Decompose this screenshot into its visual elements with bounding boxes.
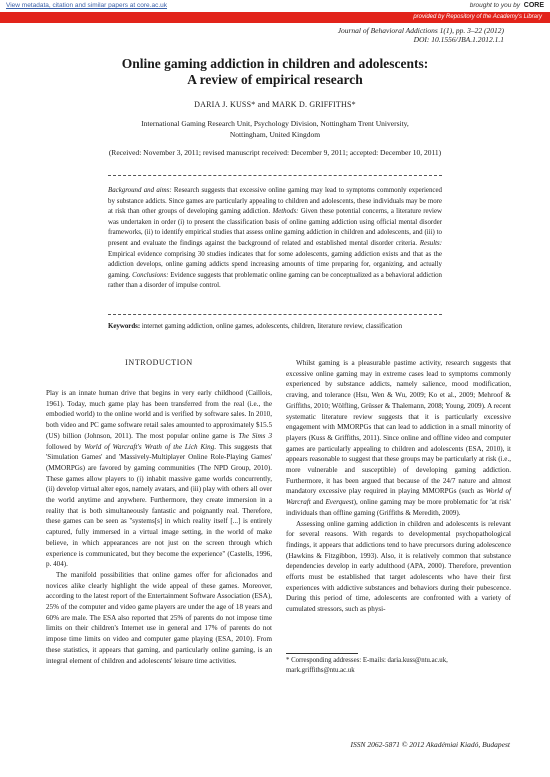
- intro-paragraph-1: Play is an innate human drive that begins in very early childhood (Caillois, 1961). Today, much game play has been transferred from the real (i.e., the embodied world) to the online world and is verified by software sales. In 2010, both video and PC game software retail sales amounted to approximately $15.5 (US) billion (Johnson, 2011). The most popular online game is The Sims 3 followed by World of Warcraft's Wrath of the Lich King. This suggests that 'Simulation Games' and 'Massively-Multiplayer Online Role-Playing Games' (MMORPGs) are favored by gaming communities (The NPD Group, 2010). These games allow players to (i) inhabit massive game worlds concurrently, (ii) develop virtual alter egos, namely avatars, and (iii) play with others all over the world anytime and anywhere. Furthermore, they create immersion in a reality that is both simultaneously fantastic and poignantly real. Therefore, these games can be seen as "systems[s] in which reality itself [...] is entirely captured, fully immersed in a virtual image setting, in the world of make believe, in which appearances are not just on the screen through which experience is communicated, but they become the experience" (Castells, 1996, p. 404).: [46, 389, 272, 569]
- footnote-divider: [286, 653, 358, 654]
- repository-provided-text: provided by Repository of the Academy's Library: [413, 14, 542, 20]
- abstract-background-label: Background and aims:: [108, 187, 172, 194]
- footnote-line-1: * Corresponding addresses: E-mails: daria.kuss@ntu.ac.uk,: [286, 657, 448, 664]
- brought-by-text: brought to you by: [469, 2, 520, 9]
- repository-banner: [0, 12, 550, 23]
- abstract-conclusions-text: Evidence suggests that problematic online gaming can be conceptualized as a behavioral addiction rather than a disorder of impulse control.: [108, 271, 442, 290]
- submission-dates: (Received: November 3, 2011; revised manuscript received: December 9, 2011; accepted: December 10, 2011): [108, 148, 442, 157]
- core-top-bar: [0, 0, 550, 12]
- journal-reference: Journal of Behavioral Addictions 1(1), pp. 3–22 (2012): [337, 26, 504, 35]
- journal-doi: DOI: 10.1556/JBA.1.2012.1.1: [413, 35, 504, 44]
- abstract-methods-label: Methods:: [272, 208, 299, 216]
- footnote-line-2: mark.griffiths@ntu.ac.uk: [286, 667, 355, 674]
- core-logo[interactable]: CORE: [523, 2, 544, 9]
- affiliation: [0, 118, 550, 140]
- authors: DARIA J. KUSS* and MARK D. GRIFFITHS*: [194, 100, 356, 109]
- left-column: [46, 358, 272, 666]
- introduction-heading: INTRODUCTION: [125, 358, 193, 367]
- abstract-conclusions-label: Conclusions:: [132, 271, 169, 279]
- abstract: [108, 186, 442, 292]
- abstract-results-label: Results:: [419, 239, 442, 247]
- abstract-top-divider: [108, 175, 442, 176]
- right-column: [286, 358, 511, 615]
- title-line-2: A review of empirical research: [187, 72, 363, 87]
- corresponding-footnote: [286, 656, 511, 676]
- right-paragraph-1: Whilst gaming is a pleasurable pastime activity, research suggests that excessive online gaming may in extreme cases lead to symptoms commonly experienced by substance addicts, namely salience, mood modification, craving, and tolerance (Hsu, Wen & Wu, 2009; Ko et al., 2009; Mehroof & Griffiths, 2010; Wölfling, Grüsser & Thalemann, 2008; Young, 2009). A recent systematic literature review suggests that it is particularly excessive engagement with MMORPGs that can lead to addiction in a small minority of players (Kuss & Griffiths, 2011). Since online and offline video and computer games are particularly appealing to children and adolescents (ESA, 2010), it appears reasonable to suggest that these groups may be particularly at risk (i.e., more vulnerable and susceptible) of developing gaming addiction. Furthermore, it has been argued that because of the 24/7 nature and almost mandatory excessive play required in playing MMORPGs (such as World of Warcraft and Everquest), online gaming may be more problematic for 'at risk' individuals than offline gaming (Griffiths & Meredith, 2009).: [286, 359, 512, 517]
- affiliation-line-1: International Gaming Research Unit, Psychology Division, Nottingham Trent University,: [141, 119, 409, 128]
- abstract-background-text: Research suggests that excessive online gaming may lead to symptoms commonly experienced by substance addicts. Since games are particularly appealing to children and adolescents, these individuals may be more at risk than other groups of developing gaming addiction.: [108, 187, 442, 216]
- affiliation-line-2: Nottingham, United Kingdom: [229, 130, 321, 139]
- journal-citation: [338, 26, 504, 44]
- intro-paragraph-2: The manifold possibilities that online games offer for aficionados and novices alike clearly highlight the wide appeal of these games. Moreover, according to the latest report of the Entertainment Software Association (ESA), 25% of the computer and video game players are under the age of 18 years and 60% are male. The ESA also reported that 25% of parents do not impose time limits on their children's Internet use in general and 17% of parents do not impose time limits on video and computer game playing (ESA, 2010). From these statistics, it appears that gaming, and particularly online gaming, is an integral element of children and adolescents' leisure time activities.: [46, 570, 272, 665]
- keywords-text: internet gaming addiction, online games, adolescents, children, literature review, classification: [140, 323, 403, 330]
- abstract-results-text: Empirical evidence comprising 30 studies indicates that for some adolescents, gaming addiction exists and that as the addiction develops, online gaming addicts spend increasing amounts of time preparing for, organizing, and actually gaming.: [108, 250, 442, 279]
- abstract-methods-text: Given these potential concerns, a literature review was undertaken in order (i) to present the classification basis of online gaming addiction using official mental disorder frameworks, (ii) to identify empirical studies that assess online gaming addiction in children and adolescents, and (iii) to present and evaluate the findings against the background of related and established mental disorder criteria.: [108, 208, 443, 247]
- right-paragraph-2: Assessing online gaming addiction in children and adolescents is relevant for several reasons. With regards to developmental psychopathological findings, it appears that addictions tend to have precursors during adolescence (Hawkins & Fitzgibbon, 1993). Also, it is relatively common that substance dependencies develop in early adulthood (APA, 2000). Therefore, prevention efforts must be established that target adolescents who have their first experiences with addictive substances and behaviors during their pubescence. During this period of time, adolescents are confronted with a variety of cumulated stressors, such as physi-: [286, 519, 511, 614]
- issn-footer: ISSN 2062-5871 © 2012 Akadémiai Kiadó, Budapest: [350, 740, 510, 749]
- paper-title: [0, 56, 550, 88]
- keywords-label: Keywords:: [108, 323, 141, 330]
- core-metadata-link[interactable]: View metadata, citation and similar papers at core.ac.uk: [6, 2, 168, 9]
- title-line-1: Online gaming addiction in children and adolescents:: [121, 56, 429, 71]
- keywords: [108, 322, 442, 332]
- abstract-bottom-divider: [108, 314, 442, 315]
